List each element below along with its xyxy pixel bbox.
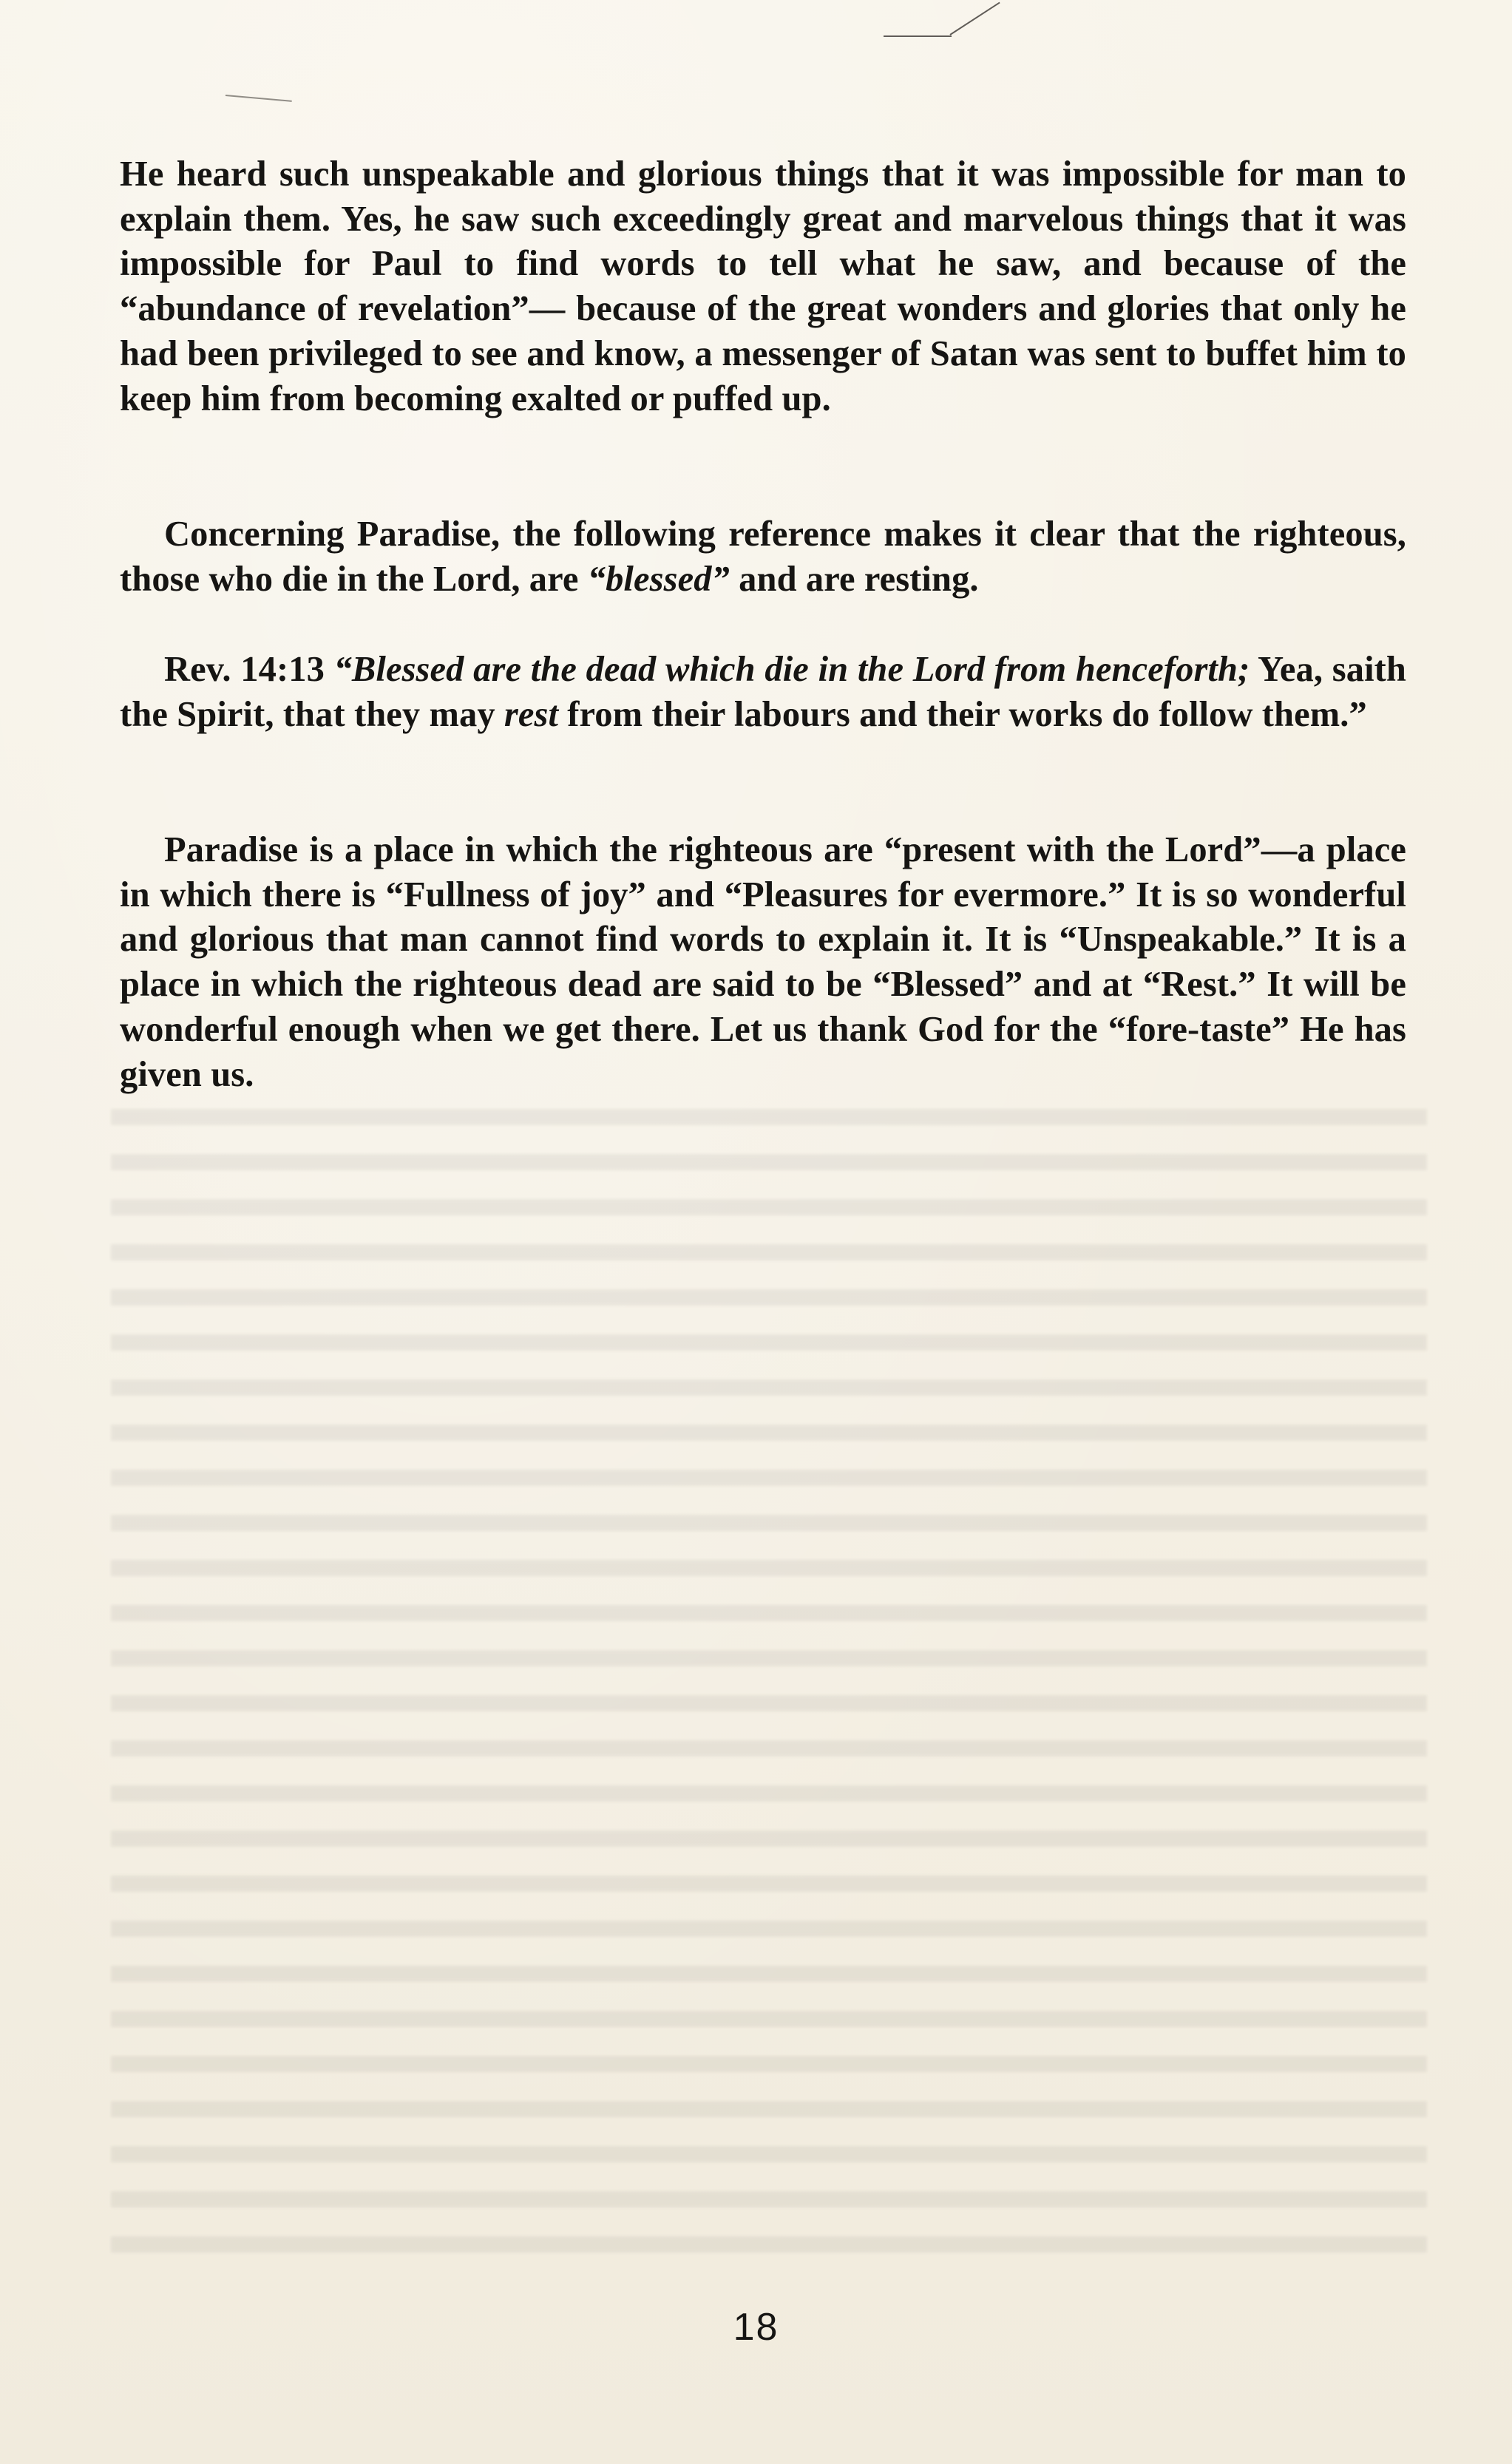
- pen-mark-top-right: [884, 35, 952, 37]
- page-number: 18: [733, 2306, 779, 2349]
- emphasis-rest: rest: [504, 694, 559, 734]
- pen-mark-top-right-diagonal: [949, 2, 1000, 35]
- paragraph-concerning-paradise: [120, 512, 1406, 602]
- paragraph-text-end: and are resting.: [729, 559, 979, 599]
- emphasis-blessed: “blessed”: [587, 559, 730, 599]
- paragraph-text: He heard such unspeakable and glorious things that it was impossible for man to explain them. Yes, he saw such exceedingly great and marvelous things that it was impossible for Paul to find words to tell what he saw, and because of the “abundance of revelation”— because of the great wonders and glories that only he had been privileged to see and know, a messenger of Satan was sent to buffet him to keep him from becoming exalted or puffed up.: [120, 155, 1406, 418]
- scripture-reference: Rev. 14:13: [164, 650, 334, 689]
- paragraph-text: Concerning Paradise, the following reference makes it clear that the righteous, those who die in the Lord, are: [120, 515, 1406, 599]
- pen-mark-top-left: [226, 95, 292, 102]
- scripture-quote-rev-14-13: [120, 648, 1406, 737]
- scripture-quote-end: from their labours and their works do follow them.”: [558, 694, 1367, 734]
- scripture-quote-text: Yea, saith the Spirit, that they may: [120, 650, 1406, 734]
- scripture-quote-italic: “Blessed are the dead which die in the Lord from henceforth;: [333, 650, 1250, 689]
- paragraph-text: Paradise is a place in which the righteous are “present with the Lord”—a place in which there is “Fullness of joy” and “Pleasures for evermore.” It is so wonderful and glorious that man cannot find words to explain it. It is “Unspeakable.” It is a place in which the righteous dead are said to be “Blessed” and at “Rest.” It will be wonderful enough when we get there. Let us thank God for the “fore-taste” He has given us.: [120, 830, 1406, 1094]
- paragraph-paradise-description: [120, 828, 1406, 1097]
- show-through-text: [111, 1109, 1427, 2262]
- paragraph-paul-revelation: [120, 152, 1406, 421]
